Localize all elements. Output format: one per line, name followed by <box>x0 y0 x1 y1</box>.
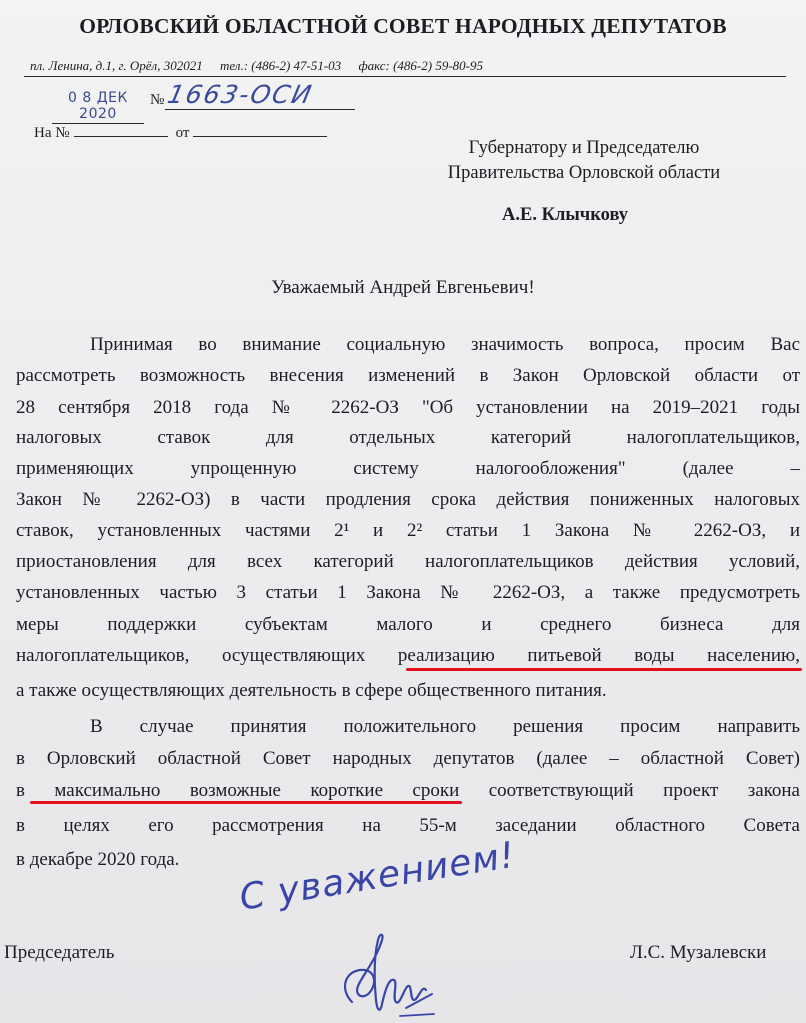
handwritten-closing: С уважением! <box>236 834 519 919</box>
body-line: приостановления для всех категорий налогоплательщиков действия условий, <box>16 551 800 572</box>
from-label: от <box>175 125 190 141</box>
registration-number: 1663-ОСИ <box>165 80 361 110</box>
organization-title: ОРЛОВСКИЙ ОБЛАСТНОЙ СОВЕТ НАРОДНЫХ ДЕПУТАТОВ <box>79 14 727 38</box>
salutation: Уважаемый Андрей Евгеньевич! <box>271 277 535 298</box>
signer-title: Председатель <box>4 942 115 963</box>
addressee-line-2: Правительства Орловской области <box>447 163 721 183</box>
address-text: пл. Ленина, д.1, г. Орёл, 302021 <box>30 58 203 73</box>
body-line: налогоплательщиков, осуществляющих реализацию питьевой воды населению, <box>16 645 800 666</box>
body-line: Принимая во внимание социальную значимость вопроса, просим Вас <box>90 334 800 355</box>
ref-number-blank <box>74 136 168 137</box>
body-line: в максимально возможные короткие сроки соответствующий проект закона <box>16 780 800 801</box>
body-line: рассмотреть возможность внесения изменений в Закон Орловской области от <box>16 365 800 386</box>
body-line: В случае принятия положительного решения просим направить <box>90 716 800 737</box>
addressee-block <box>414 136 754 186</box>
reference-line <box>34 125 335 142</box>
signature-icon <box>330 930 440 1020</box>
number-label: № <box>150 92 165 108</box>
body-line: установленных частью 3 статьи 1 Закона № 2262-ОЗ, а также предусмотреть <box>16 582 800 603</box>
body-line: Закон № 2262-ОЗ) в части продления срока действия пониженных налоговых <box>16 489 800 510</box>
red-underline-short-terms <box>30 801 462 804</box>
red-underline-drinking-water <box>406 668 802 671</box>
addressee-name: А.Е. Клычкову <box>502 205 629 225</box>
fax-text: факс: (486-2) 59-80-95 <box>358 58 483 73</box>
phone-text: тел.: (486-2) 47-51-03 <box>219 58 342 73</box>
signer-name: Л.С. Музалевски <box>630 942 767 963</box>
ref-date-blank <box>193 136 327 137</box>
date-stamp: 0 8 ДЕК 2020 <box>52 90 144 124</box>
ref-label: На № <box>34 125 70 141</box>
body-line: ставок, установленных частями 2¹ и 2² статьи 1 Закона № 2262-ОЗ, и <box>16 520 800 541</box>
body-line: налоговых ставок для отдельных категорий налогоплательщиков, <box>16 427 800 448</box>
body-line: а также осуществляющих деятельность в сфере общественного питания. <box>16 680 607 701</box>
body-line: в декабре 2020 года. <box>16 849 180 870</box>
body-line: применяющих упрощенную систему налогообложения" (далее – <box>16 458 800 479</box>
body-line: меры поддержки субъектам малого и среднего бизнеса для <box>16 614 800 635</box>
body-line: 28 сентября 2018 года № 2262-ОЗ "Об установлении на 2019–2021 годы <box>16 397 800 418</box>
body-line: в целях его рассмотрения на 55-м заседании областного Совета <box>16 815 800 836</box>
addressee-line-1: Губернатору и Председателю <box>468 138 700 158</box>
header-divider <box>24 76 786 77</box>
body-line: в Орловский областной Совет народных депутатов (далее – областной Совет) <box>16 748 800 769</box>
organization-contacts <box>30 58 790 74</box>
